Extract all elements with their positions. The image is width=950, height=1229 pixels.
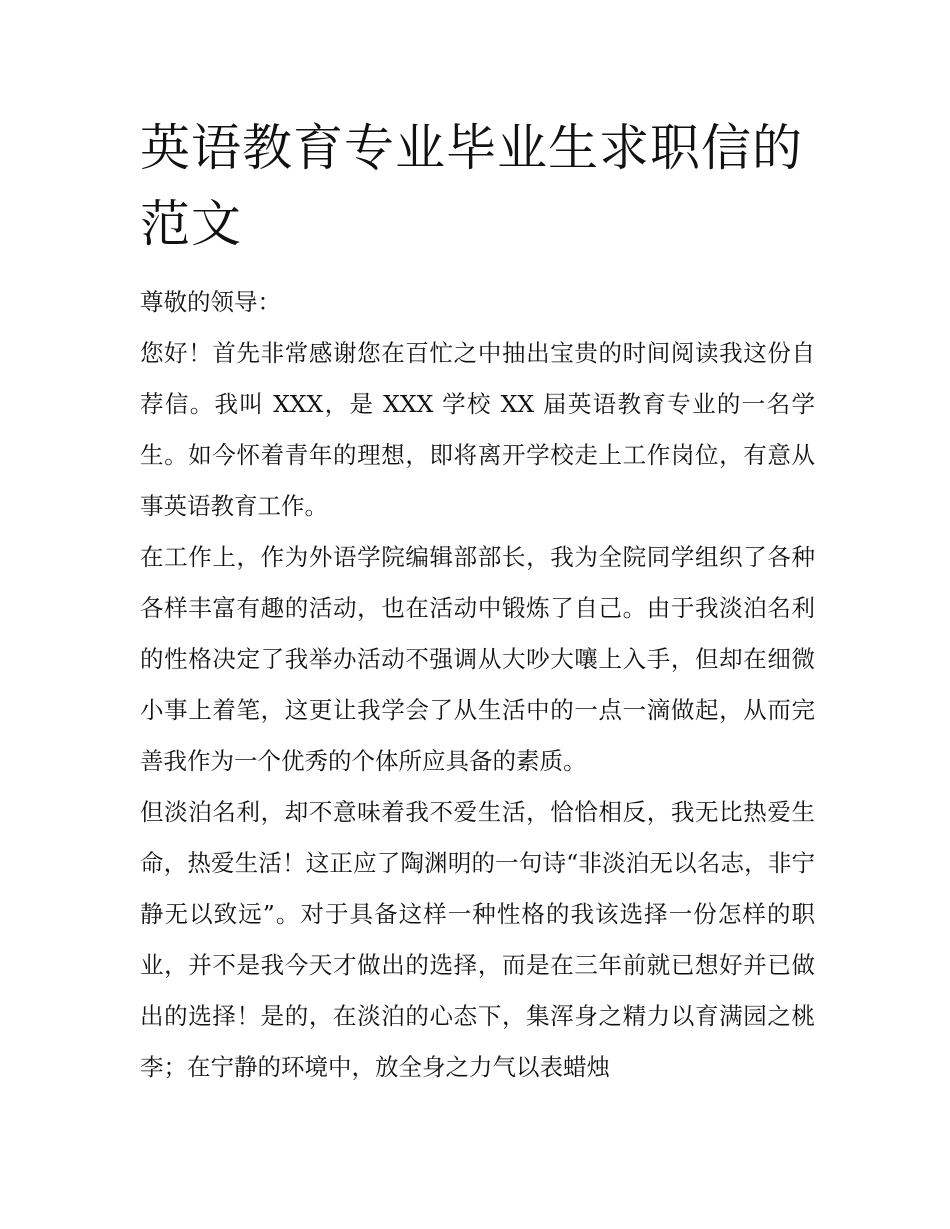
document-body — [140, 277, 815, 1093]
paragraph-character: 但淡泊名利，却不意味着我不爱生活，恰恰相反，我无比热爱生命，热爱生活！这正应了陶渊明的一句诗“非淡泊无以名志，非宁静无以致远”。对于具备这样一种性格的我该选择一份怎样的职业，并不是我今天才做出的选择，而是在三年前就已想好并已做出的选择！是的，在淡泊的心态下，集浑身之精力以育满园之桃李；在宁静的环境中，放全身之力气以表蜡烛 — [140, 798, 815, 1081]
salutation: 尊敬的领导： — [140, 288, 281, 316]
document-title: 英语教育专业毕业生求职信的范文 — [140, 119, 803, 253]
paragraph-intro: 您好！首先非常感谢您在百忙之中抽出宝贵的时间阅读我这份自荐信。我叫 XXX，是 XXX 学校 XX 届英语教育专业的一名学生。如今怀着青年的理想，即将离开学校走上工作岗位，有意从事英语教育工作。 — [140, 339, 815, 520]
paragraph-work: 在工作上，作为外语学院编辑部部长，我为全院同学组织了各种各样丰富有趣的活动，也在活动中锻炼了自己。由于我淡泊名利的性格决定了我举办活动不强调从大吵大嚷上入手，但却在细微小事上着笔，这更让我学会了从生活中的一点一滴做起，从而完善我作为一个优秀的个体所应具备的素质。 — [140, 543, 815, 775]
